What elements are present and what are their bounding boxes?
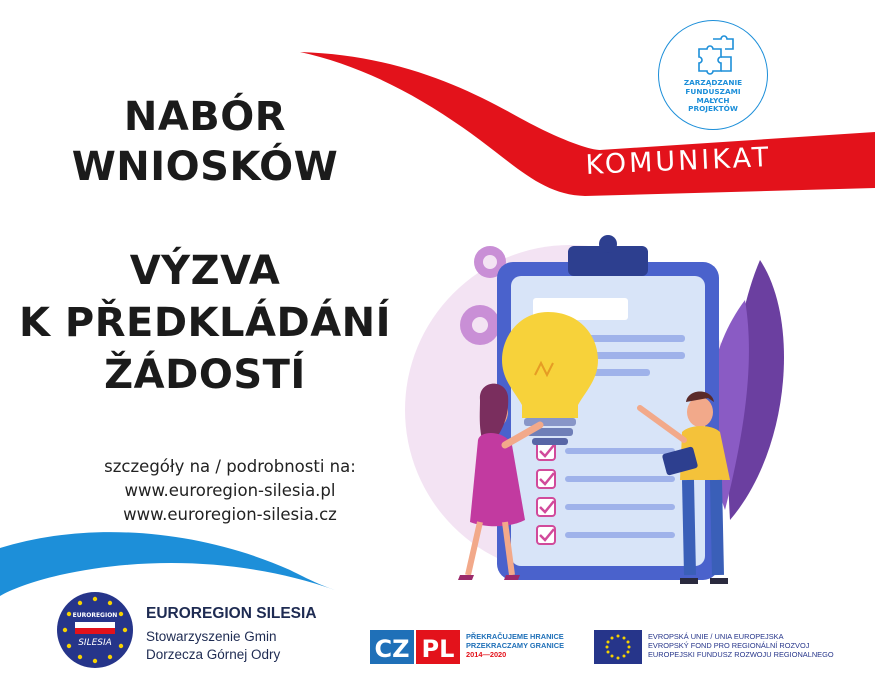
czpl-pl: PL [421, 635, 455, 663]
euroregion-subtitle-line: Dorzecza Górnej Odry [146, 647, 281, 662]
gear-icon [460, 305, 500, 345]
headline-czech-line: ŽÁDOSTÍ [104, 352, 306, 398]
czpl-line: PRZEKRACZAMY GRANICE [466, 640, 564, 650]
details-intro: szczegóły na / podrobnosti na: [104, 457, 356, 476]
eu-caption [648, 633, 834, 659]
czpl-line: PŘEKRAČUJEME HRANICE [466, 632, 564, 641]
euroregion-subtitle-line: Stowarzyszenie Gmin [146, 629, 277, 644]
euroregion-title: EUROREGION SILESIA [146, 605, 317, 622]
czpl-slogan [466, 633, 564, 659]
eu-line: EVROPSKÝ FOND PRO REGIONÁLNÍ ROZVOJ [648, 640, 810, 650]
headline-polish-line: WNIOSKÓW [71, 144, 339, 190]
euroregion-subtitle [146, 628, 280, 664]
headline-czech-line: VÝZVA [129, 248, 281, 294]
eu-flag-icon [594, 630, 642, 664]
headline-czech-line: K PŘEDKLÁDÁNÍ [18, 300, 392, 346]
czpl-line: 2014—2020 [466, 649, 507, 659]
headline-polish-line: NABÓR [123, 94, 287, 140]
logo-silesia-text: SILESIA [78, 638, 112, 648]
link-euroregion-pl[interactable]: www.euroregion-silesia.pl [124, 481, 336, 500]
eu-line: EUROPEJSKI FUNDUSZ ROZWOJU REGIONALNEGO [648, 649, 834, 659]
eu-line: EVROPSKÁ UNIE / UNIA EUROPEJSKA [648, 632, 784, 641]
logo-euroregion-text: EUROREGION [72, 612, 118, 619]
link-euroregion-cz[interactable]: www.euroregion-silesia.cz [123, 505, 337, 524]
euroregion-logo [55, 590, 135, 670]
czpl-cz: CZ [374, 635, 410, 663]
czpl-logo [370, 630, 462, 666]
badge-label: ZARZĄDZANIE FUNDUSZAMI MAŁYCH PROJEKTÓW [683, 78, 743, 114]
banner-komunikat: KOMUNIKAT [585, 141, 772, 181]
